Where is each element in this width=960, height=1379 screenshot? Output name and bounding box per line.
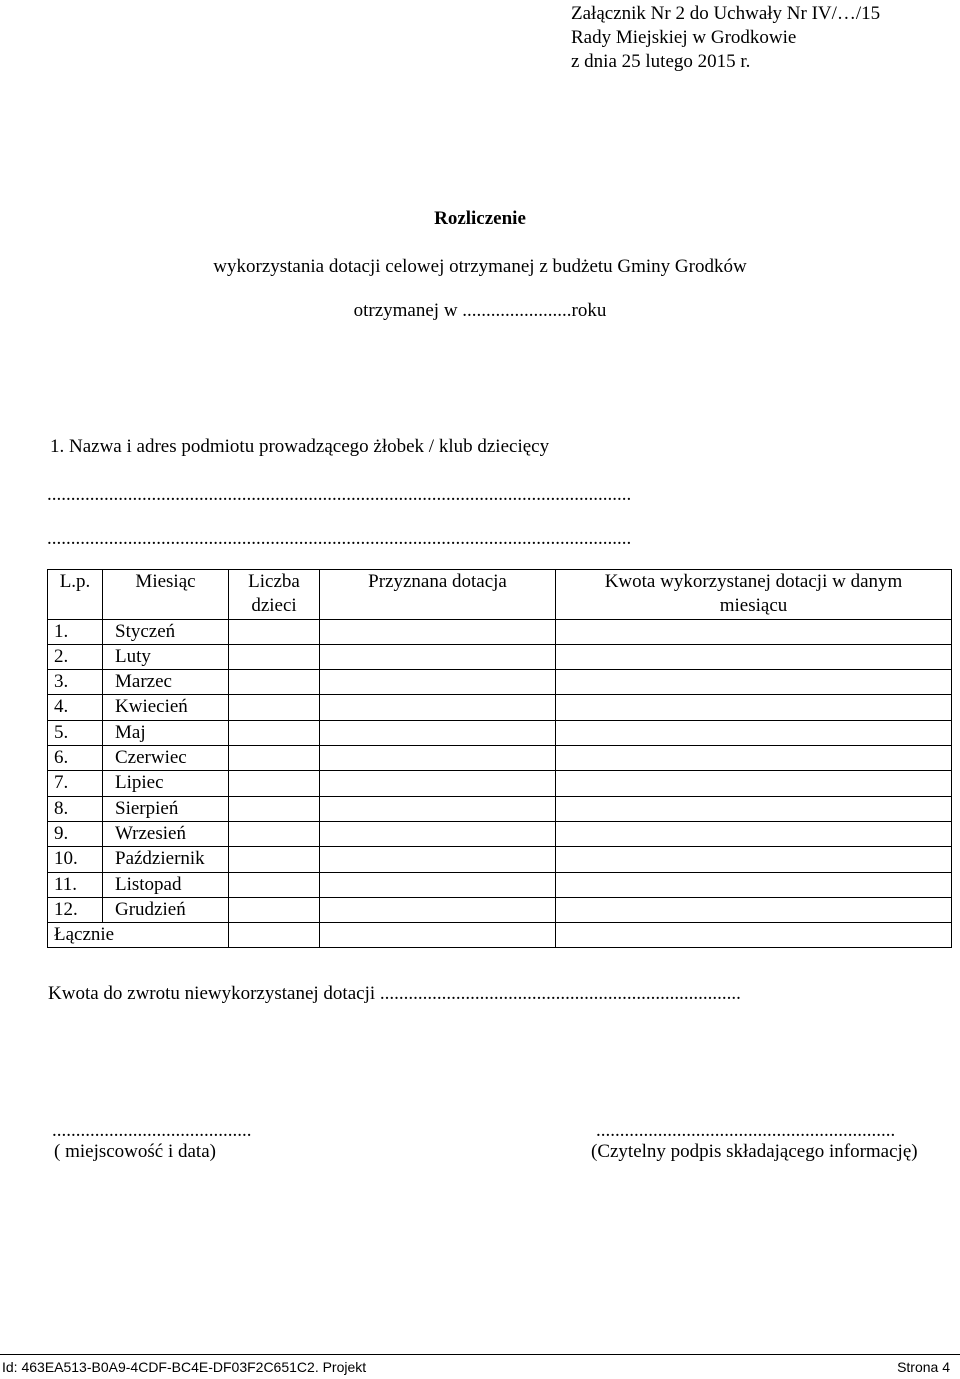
table-row xyxy=(48,746,952,771)
header-used xyxy=(556,570,952,620)
row-used-cell[interactable] xyxy=(556,796,952,821)
row-month: Kwiecień xyxy=(103,695,229,720)
total-granted[interactable] xyxy=(320,923,556,948)
row-children-cell[interactable] xyxy=(229,847,320,872)
total-children[interactable] xyxy=(229,923,320,948)
table-header-row xyxy=(48,570,952,620)
row-used-cell[interactable] xyxy=(556,847,952,872)
row-month: Wrzesień xyxy=(103,821,229,846)
row-children-cell[interactable] xyxy=(229,695,320,720)
header-date-line: z dnia 25 lutego 2015 r. xyxy=(571,51,751,72)
row-month: Styczeń xyxy=(103,619,229,644)
row-lp: 7. xyxy=(48,771,103,796)
table-row xyxy=(48,619,952,644)
table-row xyxy=(48,670,952,695)
row-month: Luty xyxy=(103,644,229,669)
row-children-cell[interactable] xyxy=(229,746,320,771)
header-children-line1: Liczba xyxy=(248,571,300,592)
header-lp xyxy=(48,570,103,620)
row-month: Sierpień xyxy=(103,796,229,821)
row-children-cell[interactable] xyxy=(229,670,320,695)
header-used-line1: Kwota wykorzystanej dotacji w danym xyxy=(604,571,903,592)
table-row xyxy=(48,720,952,745)
settlement-table xyxy=(47,569,952,948)
row-granted-cell[interactable] xyxy=(320,771,556,796)
row-lp: 9. xyxy=(48,821,103,846)
row-children-cell[interactable] xyxy=(229,872,320,897)
page-number: Strona 4 xyxy=(897,1359,950,1375)
row-month: Listopad xyxy=(103,872,229,897)
table-row xyxy=(48,644,952,669)
entity-name-label: 1. Nazwa i adres podmiotu prowadzącego żłobek / klub dziecięcy xyxy=(50,436,550,457)
row-granted-cell[interactable] xyxy=(320,796,556,821)
row-lp: 3. xyxy=(48,670,103,695)
header-used-line2: miesiącu xyxy=(719,595,788,617)
table-row xyxy=(48,771,952,796)
table-row xyxy=(48,796,952,821)
row-lp: 5. xyxy=(48,720,103,745)
table-row xyxy=(48,821,952,846)
row-used-cell[interactable] xyxy=(556,746,952,771)
table-row xyxy=(48,695,952,720)
row-granted-cell[interactable] xyxy=(320,644,556,669)
header-granted: Przyznana dotacja xyxy=(320,570,556,620)
row-lp: 11. xyxy=(48,872,103,897)
document-subtitle: wykorzystania dotacji celowej otrzymanej z budżetu Gminy Grodków xyxy=(213,256,747,277)
table-total-row xyxy=(48,923,952,948)
signature-caption: (Czytelny podpis składającego informację) xyxy=(591,1141,918,1162)
row-granted-cell[interactable] xyxy=(320,872,556,897)
row-children-cell[interactable] xyxy=(229,644,320,669)
row-children-cell[interactable] xyxy=(229,771,320,796)
place-date-caption: ( miejscowość i data) xyxy=(54,1141,216,1162)
table-row xyxy=(48,872,952,897)
row-children-cell[interactable] xyxy=(229,897,320,922)
document-subtitle-year: otrzymanej w .......................roku xyxy=(353,300,607,321)
row-children-cell[interactable] xyxy=(229,821,320,846)
row-granted-cell[interactable] xyxy=(320,670,556,695)
row-lp: 10. xyxy=(48,847,103,872)
header-attachment-line: Załącznik Nr 2 do Uchwały Nr IV/…/15 xyxy=(571,3,881,24)
table-body xyxy=(48,619,952,923)
row-children-cell[interactable] xyxy=(229,720,320,745)
row-lp: 2. xyxy=(48,644,103,669)
row-month: Grudzień xyxy=(103,897,229,922)
row-used-cell[interactable] xyxy=(556,897,952,922)
document-id: Id: 463EA513-B0A9-4CDF-BC4E-DF03F2C651C2. Projekt xyxy=(2,1359,367,1375)
row-granted-cell[interactable] xyxy=(320,746,556,771)
place-date-dots: .......................................... xyxy=(52,1120,252,1141)
row-month: Maj xyxy=(103,720,229,745)
row-used-cell[interactable] xyxy=(556,670,952,695)
row-month: Październik xyxy=(103,847,229,872)
page-footer xyxy=(0,1354,960,1379)
row-used-cell[interactable] xyxy=(556,771,952,796)
row-lp: 8. xyxy=(48,796,103,821)
row-granted-cell[interactable] xyxy=(320,821,556,846)
row-granted-cell[interactable] xyxy=(320,619,556,644)
entity-name-dots-1: ........................................................................................................................... xyxy=(47,484,632,505)
row-month: Lipiec xyxy=(103,771,229,796)
row-children-cell[interactable] xyxy=(229,619,320,644)
row-granted-cell[interactable] xyxy=(320,847,556,872)
row-used-cell[interactable] xyxy=(556,872,952,897)
row-children-cell[interactable] xyxy=(229,796,320,821)
row-granted-cell[interactable] xyxy=(320,720,556,745)
row-lp: 4. xyxy=(48,695,103,720)
row-month: Marzec xyxy=(103,670,229,695)
total-label: Łącznie xyxy=(48,923,229,948)
row-used-cell[interactable] xyxy=(556,720,952,745)
row-lp: 1. xyxy=(48,619,103,644)
header-children xyxy=(229,570,320,620)
refund-amount-line: Kwota do zwrotu niewykorzystanej dotacji ............................................................................ xyxy=(48,983,741,1004)
header-children-line2: dzieci xyxy=(251,595,297,617)
table-row xyxy=(48,897,952,922)
signature-dots: ............................................................... xyxy=(596,1120,896,1141)
document-title: Rozliczenie xyxy=(434,208,526,229)
row-lp: 12. xyxy=(48,897,103,922)
row-lp: 6. xyxy=(48,746,103,771)
row-granted-cell[interactable] xyxy=(320,897,556,922)
row-used-cell[interactable] xyxy=(556,821,952,846)
total-used[interactable] xyxy=(556,923,952,948)
header-lp-text: L.p. xyxy=(59,571,91,592)
row-month: Czerwiec xyxy=(103,746,229,771)
header-council-line: Rady Miejskiej w Grodkowie xyxy=(571,27,797,48)
table-row xyxy=(48,847,952,872)
row-used-cell[interactable] xyxy=(556,644,952,669)
entity-name-dots-2: ........................................................................................................................... xyxy=(47,528,632,549)
row-used-cell[interactable] xyxy=(556,695,952,720)
row-granted-cell[interactable] xyxy=(320,695,556,720)
header-month: Miesiąc xyxy=(103,570,229,620)
row-used-cell[interactable] xyxy=(556,619,952,644)
